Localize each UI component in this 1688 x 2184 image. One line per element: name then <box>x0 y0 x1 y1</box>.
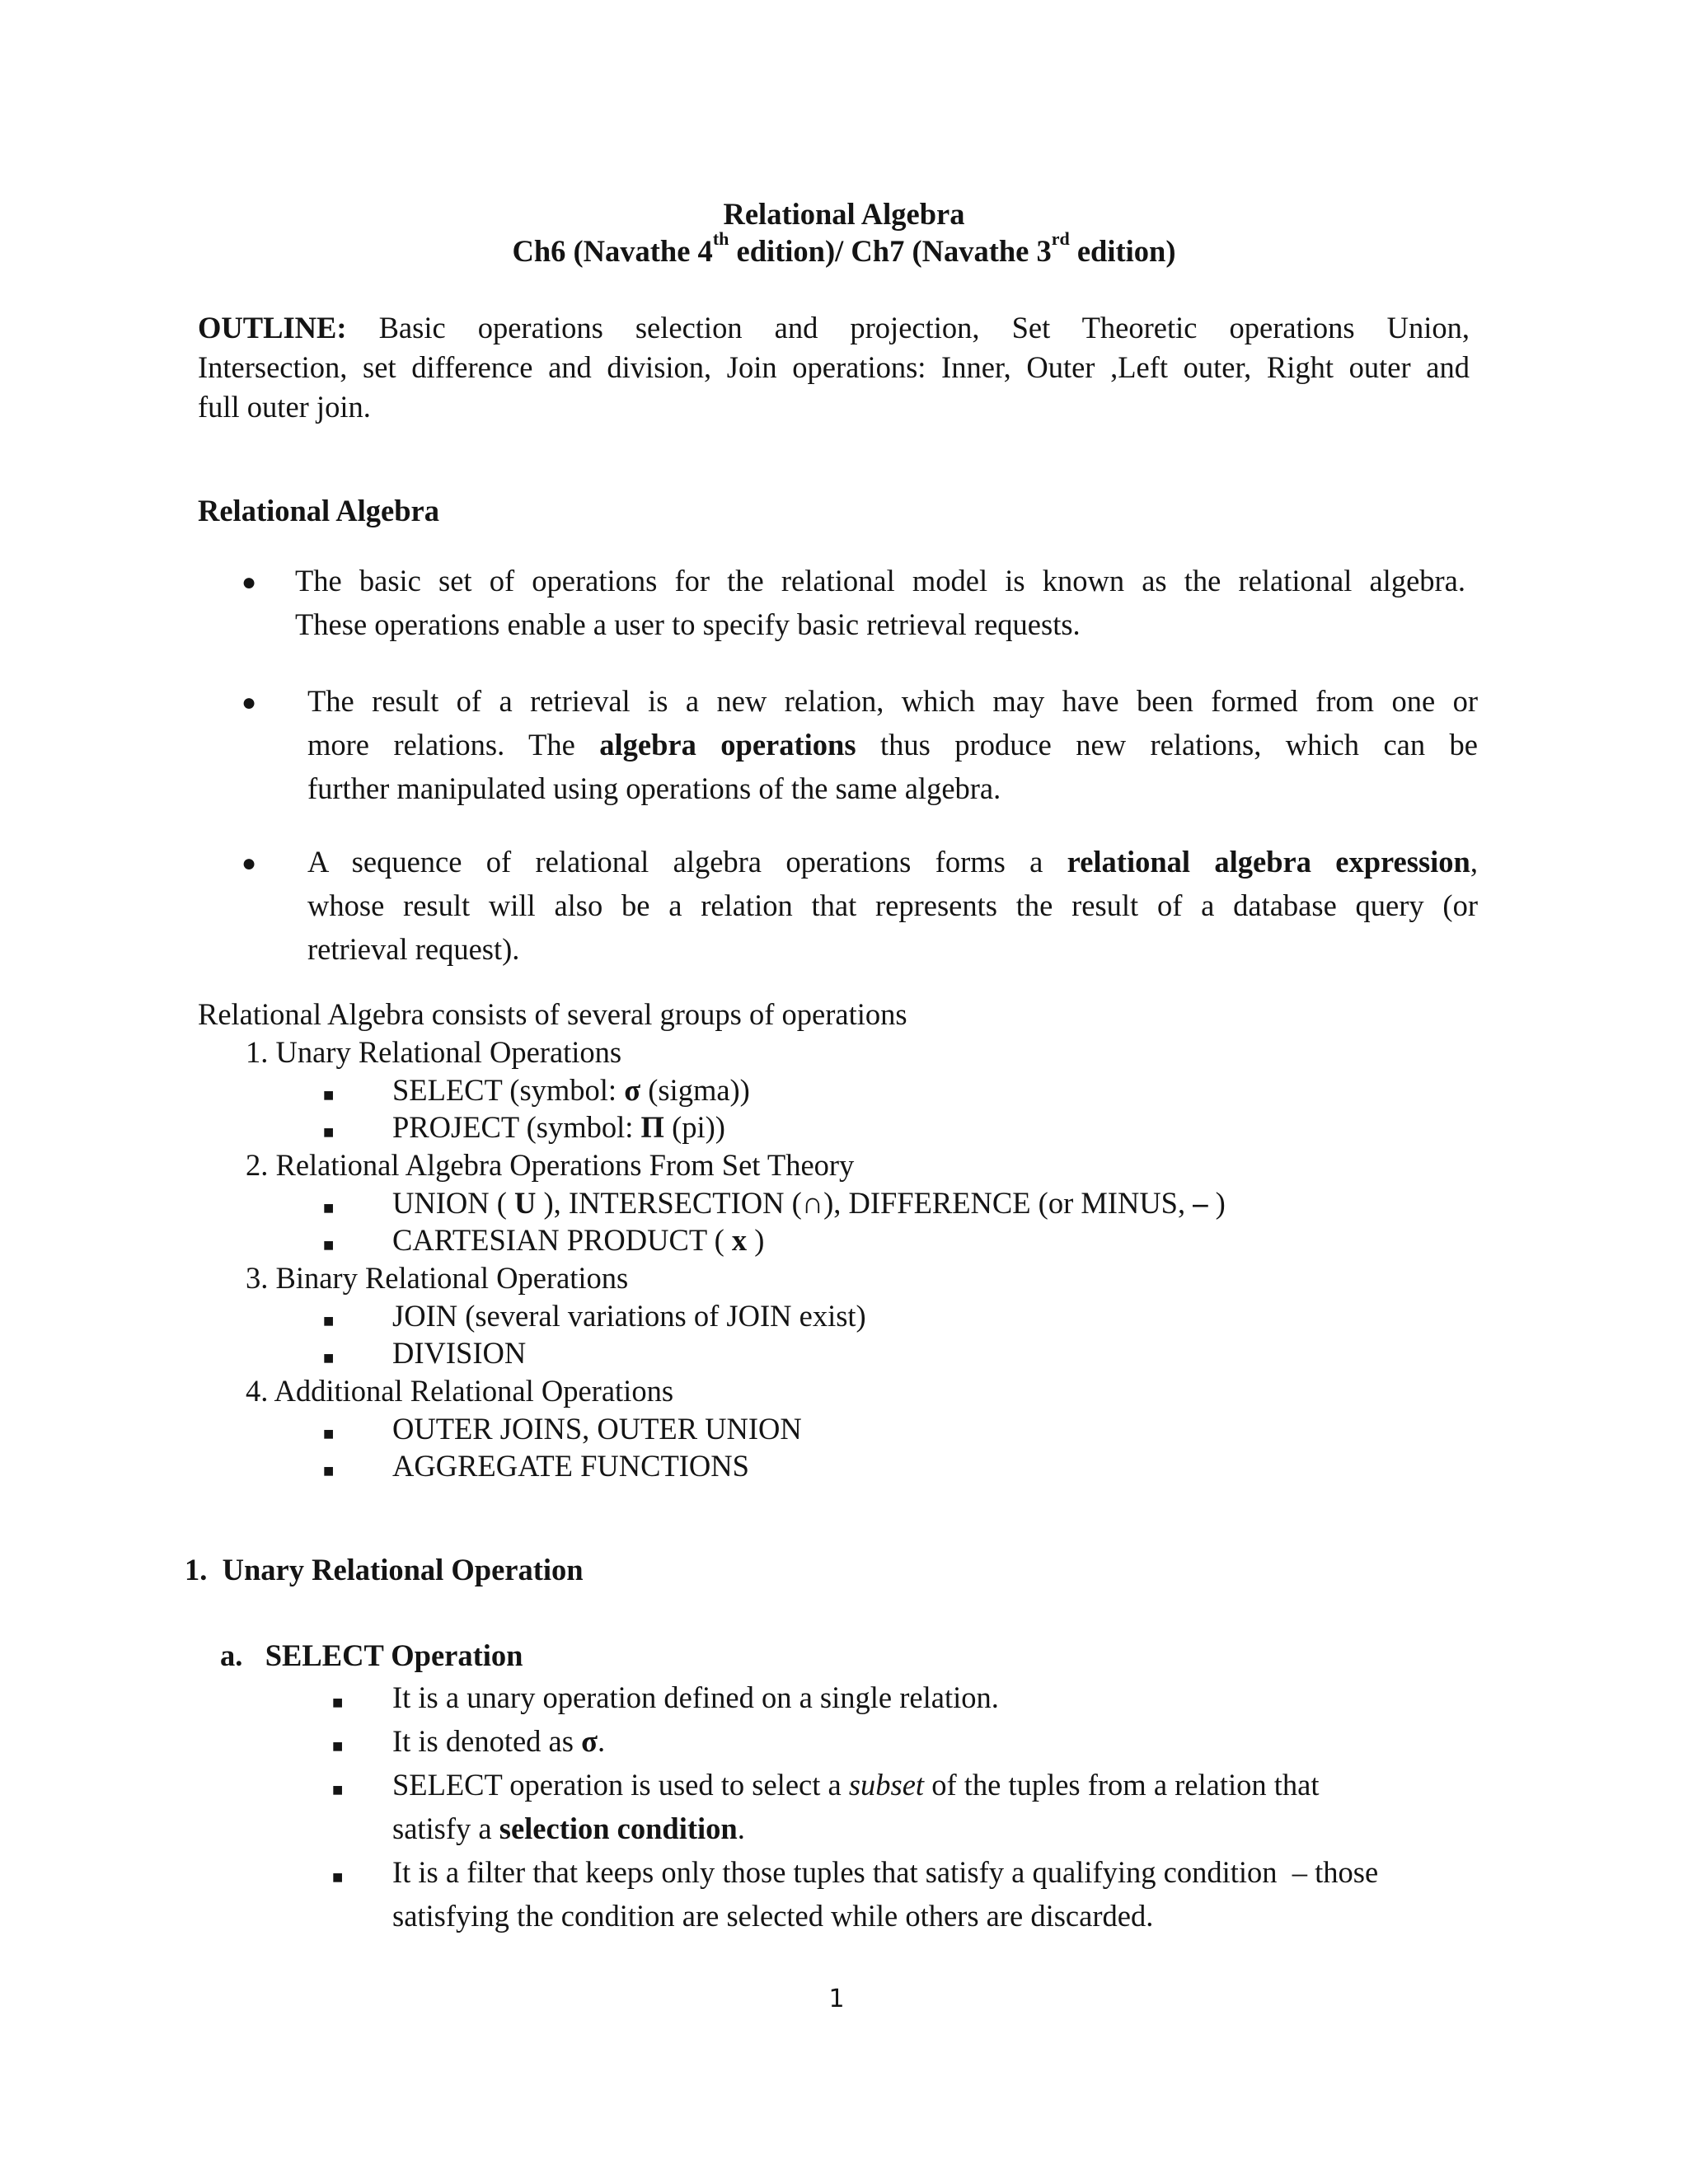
group-3-item-division: DIVISION <box>392 1336 527 1370</box>
square-bullet-icon: ■ <box>332 1779 344 1800</box>
group-3-item-join: JOIN (several variations of JOIN exist) <box>392 1299 866 1333</box>
group-2-item-union: UNION ( U ), INTERSECTION (∩), DIFFERENCE (or MINUS, – ) <box>392 1186 1226 1220</box>
outline-label: OUTLINE: <box>198 311 347 344</box>
group-4-item-outer-joins: OUTER JOINS, OUTER UNION <box>392 1412 802 1446</box>
unary-heading: 1. Unary Relational Operation <box>185 1553 584 1586</box>
section-heading: Relational Algebra <box>198 494 439 527</box>
document-title: Relational Algebra <box>723 197 965 231</box>
group-1-heading: 1. Unary Relational Operations <box>246 1035 622 1069</box>
select-operation-heading: a. SELECT Operation <box>220 1638 523 1672</box>
square-bullet-icon: ■ <box>323 1310 335 1331</box>
group-4-item-aggregate: AGGREGATE FUNCTIONS <box>392 1449 749 1483</box>
square-bullet-icon: ■ <box>323 1085 335 1105</box>
select-item-4-line-1: It is a filter that keeps only those tuples that satisfy a qualifying condition – those <box>392 1855 1379 1889</box>
groups-intro: Relational Algebra consists of several groups of operations <box>198 997 907 1031</box>
group-4-heading: 4. Additional Relational Operations <box>246 1374 674 1408</box>
bullet-paragraph-2: The result of a retrieval is a new relation, which may have been formed from one or more relations. The algebra operations thus produce new relations, which can be further manipulated using operations of the same algebra. <box>307 684 1479 805</box>
select-item-1: It is a unary operation defined on a single relation. <box>392 1680 999 1714</box>
square-bullet-icon: ■ <box>323 1460 335 1481</box>
group-3-heading: 3. Binary Relational Operations <box>246 1261 629 1295</box>
outline-line-3: full outer join. <box>198 390 371 424</box>
bullet-paragraph-1: The basic set of operations for the relational model is known as the relational algebra. These operations enable a user to specify basic retrieval requests. <box>295 564 1465 641</box>
bullet-dot-icon: ● <box>241 689 257 716</box>
select-item-4-line-2: satisfying the condition are selected while others are discarded. <box>392 1899 1154 1933</box>
document-subtitle: Ch6 (Navathe 4th edition)/ Ch7 (Navathe 3rd edition) <box>512 228 1176 268</box>
group-1-item-select: SELECT (symbol: σ (sigma)) <box>392 1073 750 1107</box>
square-bullet-icon: ■ <box>323 1122 335 1142</box>
square-bullet-icon: ■ <box>323 1423 335 1444</box>
outline-line-2: Intersection, set difference and division, Join operations: Inner, Outer ,Left outer, Right outer and <box>198 350 1470 384</box>
page-number: 1 <box>828 1985 845 2013</box>
bullet-paragraph-3: A sequence of relational algebra operations forms a relational algebra expression, whose result will also be a relation that represents the result of a database query (or retrieval request). <box>307 845 1478 966</box>
square-bullet-icon: ■ <box>332 1692 344 1713</box>
bullet-dot-icon: ● <box>241 569 257 596</box>
select-item-2: It is denoted as σ. <box>392 1724 606 1758</box>
outline-line-1: OUTLINE: Basic operations selection and projection, Set Theoretic operations Union, <box>198 311 1470 344</box>
square-bullet-icon: ■ <box>332 1736 344 1756</box>
select-item-3-line-1: SELECT operation is used to select a subset of the tuples from a relation that <box>392 1768 1320 1802</box>
select-item-3-line-2: satisfy a selection condition. <box>392 1811 745 1845</box>
square-bullet-icon: ■ <box>323 1197 335 1218</box>
square-bullet-icon: ■ <box>323 1347 335 1368</box>
square-bullet-icon: ■ <box>323 1235 335 1255</box>
group-2-heading: 2. Relational Algebra Operations From Set Theory <box>246 1148 855 1182</box>
group-1-item-project: PROJECT (symbol: Π (pi)) <box>392 1110 725 1144</box>
square-bullet-icon: ■ <box>332 1867 344 1887</box>
group-2-item-cartesian: CARTESIAN PRODUCT ( x ) <box>392 1223 765 1257</box>
bullet-dot-icon: ● <box>241 850 257 877</box>
outline-paragraph <box>198 308 1470 427</box>
